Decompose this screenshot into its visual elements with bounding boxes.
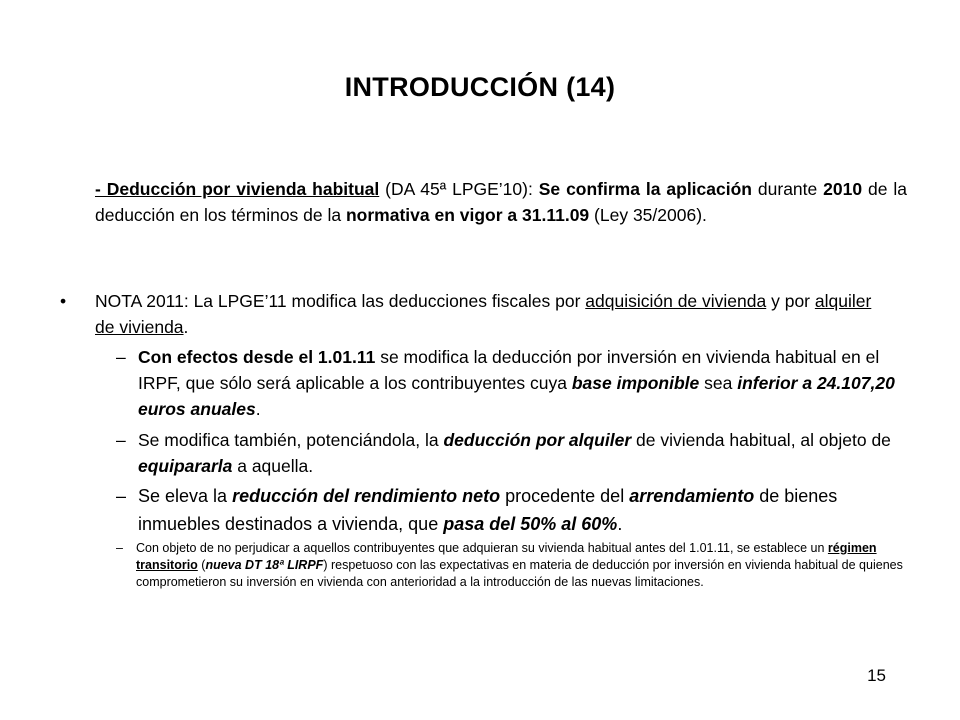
nota-2011-text: NOTA 2011: La LPGE’11 modifica las deducciones fiscales por adquisición de vivienda y por alquiler de vivienda. [95, 291, 872, 337]
dash-marker: – [116, 430, 126, 450]
dash-marker: – [116, 541, 123, 555]
dash-marker: – [116, 486, 127, 506]
paragraph-deduccion-vivienda: - Deducción por vivienda habitual (DA 45ª LPGE’10): Se confirma la aplicación durante 2010 de la deducción en los términos de la normativa en vigor a 31.11.09 (Ley 35/2006). [95, 179, 908, 225]
deduccion-vivienda-heading: - Deducción por vivienda habitual [95, 179, 380, 199]
bullet-dot: • [60, 291, 67, 311]
page-number: 15 [867, 666, 886, 685]
dash-marker: – [116, 347, 126, 367]
slide-title: INTRODUCCIÓN (14) [344, 72, 616, 102]
